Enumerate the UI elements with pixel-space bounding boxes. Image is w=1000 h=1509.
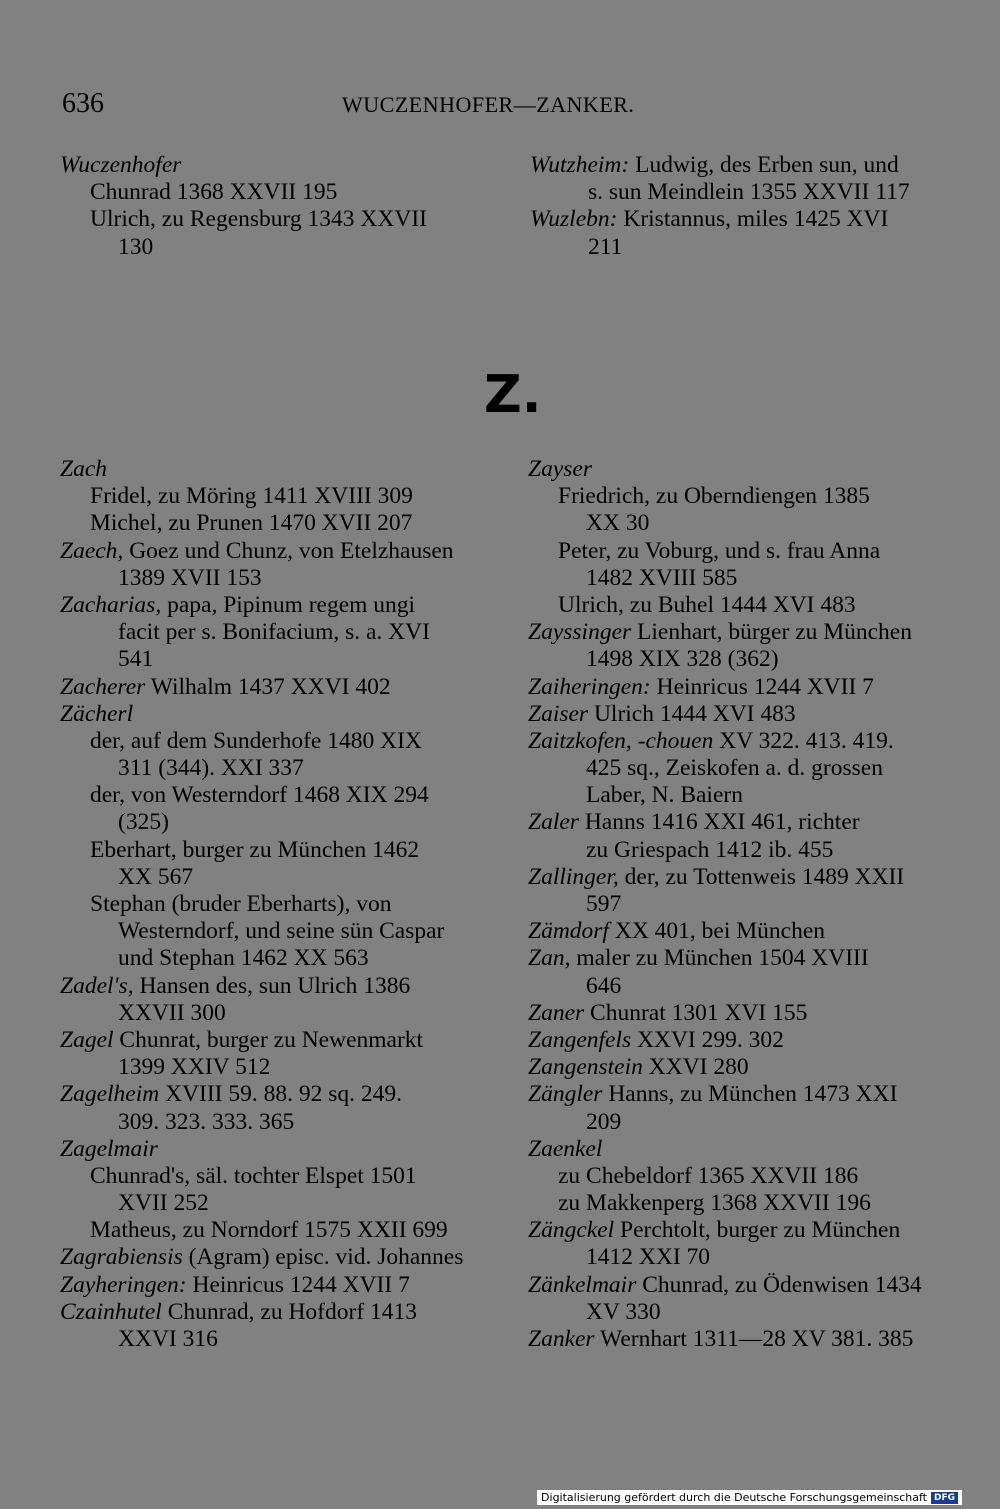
entry-headword: Wuzlebn: — [530, 206, 618, 233]
index-entry-line — [528, 701, 952, 728]
index-entry-line — [60, 1299, 490, 1326]
index-entry-line — [528, 456, 952, 483]
entry-text: Eberhart, burger zu München 1462 — [90, 836, 420, 863]
entry-headword: Zangenfels — [528, 1026, 632, 1053]
index-entry-line — [60, 918, 490, 945]
entry-text: XV 330 — [586, 1298, 661, 1325]
entry-headword: Zänkelmair — [528, 1271, 637, 1298]
index-entry-line — [60, 206, 490, 233]
entry-text: Ulrich, zu Buhel 1444 XVI 483 — [558, 591, 856, 618]
entry-text: (325) — [118, 809, 169, 836]
entry-text: XXVI 299. 302 — [631, 1026, 784, 1053]
entry-text: s. sun Meindlein 1355 XXVII 117 — [588, 179, 910, 206]
index-entry-line — [528, 918, 952, 945]
entry-headword: Zaner — [528, 999, 585, 1026]
index-entry-line — [60, 1109, 490, 1136]
index-entry-line — [530, 152, 950, 179]
index-entry-line — [528, 1000, 952, 1027]
index-entry-line — [528, 755, 952, 782]
index-entry-line — [60, 1244, 490, 1271]
section-letter: Z. — [484, 365, 542, 425]
entry-text: XXVI 316 — [118, 1326, 218, 1352]
entry-headword: Zacharias, — [60, 591, 162, 618]
dfg-logo: DFG — [931, 1492, 958, 1504]
index-entry-line — [60, 510, 490, 537]
footer-text: Digitalisierung gefördert durch die Deutsche Forschungsgemeinschaft — [541, 1491, 927, 1504]
index-entry-line — [60, 483, 490, 510]
entry-text: 1482 XVIII 585 — [586, 564, 738, 591]
entry-text: Stephan (bruder Eberharts), von — [90, 891, 392, 917]
entry-text: 130 — [118, 233, 154, 260]
entry-text: 646 — [586, 972, 622, 999]
entry-headword: Zagel — [60, 1026, 114, 1053]
entry-text: Chunrat 1301 XVI 155 — [584, 999, 808, 1026]
index-entry-line — [60, 782, 490, 809]
entry-text: Ulrich 1444 XVI 483 — [588, 700, 796, 727]
index-entry-line — [528, 1217, 952, 1244]
entry-text: (Agram) episc. vid. Johannes — [182, 1244, 464, 1271]
index-entry-line — [528, 973, 952, 1000]
entry-text: Perchtolt, burger zu München — [614, 1217, 901, 1244]
entry-text: 1412 XXI 70 — [586, 1244, 711, 1271]
index-entry-line — [60, 1081, 490, 1108]
entry-text: Ludwig, des Erben sun, und — [629, 152, 899, 178]
entry-text: Hanns, zu München 1473 XXI — [602, 1081, 898, 1108]
index-entry-line — [528, 782, 952, 809]
index-entry-line — [528, 674, 952, 701]
entry-text: XX 30 — [586, 510, 650, 537]
entry-text: der, auf dem Sunderhofe 1480 XIX — [90, 727, 422, 754]
entry-text: Westerndorf, und seine sün Caspar — [118, 918, 445, 945]
index-entry-line — [528, 592, 952, 619]
index-entry-line — [528, 1136, 952, 1163]
entry-text: XX 401, bei München — [608, 918, 826, 945]
entry-text: 311 (344). XXI 337 — [118, 755, 304, 782]
entry-text: Laber, N. Baiern — [586, 782, 743, 809]
index-entry-line — [60, 891, 490, 918]
entry-text: Chunrad's, säl. tochter Elspet 1501 — [90, 1162, 417, 1189]
entry-text: Hansen des, sun Ulrich 1386 — [133, 972, 411, 999]
index-entry-line — [60, 592, 490, 619]
index-entry-line — [60, 1000, 490, 1027]
entry-text: Heinricus 1244 XVII 7 — [186, 1271, 410, 1298]
index-entry-line — [528, 1272, 952, 1299]
entry-headword: Zayser — [528, 456, 592, 482]
index-entry-line — [60, 1054, 490, 1081]
entry-text: und Stephan 1462 XX 563 — [118, 945, 369, 972]
entry-headword: Czainhutel — [60, 1298, 162, 1325]
entry-headword: Zagrabiensis — [60, 1244, 183, 1271]
index-entry-line — [530, 179, 950, 206]
entry-text: XVII 252 — [118, 1190, 209, 1217]
entry-headword: Zagelmair — [60, 1135, 158, 1162]
index-entry-line — [528, 1054, 952, 1081]
index-entry-line — [528, 809, 952, 836]
entry-text: 211 — [588, 233, 623, 260]
entry-text: Michel, zu Prunen 1470 XVII 207 — [90, 510, 413, 537]
entry-text: zu Griespach 1412 ib. 455 — [586, 836, 834, 863]
entry-text: Chunrat, burger zu Newenmarkt — [113, 1026, 424, 1053]
entry-text: 597 — [586, 891, 622, 917]
entry-headword: Zämdorf — [528, 918, 609, 945]
entry-text: Chunrad, zu Hofdorf 1413 — [161, 1298, 418, 1325]
entry-text: 541 — [118, 646, 154, 673]
index-entry-line — [528, 1081, 952, 1108]
entry-text: Lienhart, bürger zu München — [631, 619, 912, 646]
index-entry-line — [528, 538, 952, 565]
entry-headword: Wuczenhofer — [60, 152, 182, 178]
index-entry-line — [60, 1326, 490, 1353]
top-left-column — [60, 152, 490, 261]
index-entry-line — [528, 837, 952, 864]
entry-text: papa, Pipinum regem ungi — [161, 591, 416, 618]
entry-text: Chunrad 1368 XXVII 195 — [90, 179, 338, 206]
entry-text: Heinricus 1244 XVII 7 — [650, 673, 874, 700]
index-entry-line — [60, 179, 490, 206]
index-entry-line — [60, 456, 490, 483]
entry-headword: Zächerl — [60, 700, 134, 727]
entry-headword: Zängler — [528, 1081, 603, 1108]
entry-text: Peter, zu Voburg, und s. frau Anna — [558, 537, 881, 564]
index-entry-line — [60, 755, 490, 782]
index-entry-line — [60, 1190, 490, 1217]
index-entry-line — [528, 646, 952, 673]
entry-headword: Zaenkel — [528, 1135, 603, 1162]
left-column — [60, 456, 490, 1353]
index-entry-line — [530, 234, 950, 261]
index-entry-line — [528, 1163, 952, 1190]
entry-headword: Zayheringen: — [60, 1271, 187, 1298]
entry-headword: Zaech, — [60, 537, 124, 564]
entry-headword: Zacherer — [60, 673, 146, 700]
entry-text: XV 322. 413. 419. — [713, 727, 894, 754]
entry-text: Fridel, zu Möring 1411 XVIII 309 — [90, 483, 413, 510]
entry-text: XX 567 — [118, 863, 194, 890]
top-right-column — [530, 152, 950, 261]
index-entry-line — [60, 728, 490, 755]
index-entry-line — [60, 1272, 490, 1299]
entry-headword: Zängckel — [528, 1217, 615, 1244]
entry-text: der, zu Tottenweis 1489 XXII — [618, 863, 905, 890]
entry-text: Friedrich, zu Oberndiengen 1385 — [558, 483, 870, 510]
index-entry-line — [528, 1109, 952, 1136]
entry-text: 209 — [586, 1108, 622, 1135]
entry-headword: Zallinger, — [528, 863, 619, 890]
entry-text: zu Makkenperg 1368 XXVII 196 — [558, 1190, 871, 1217]
entry-text: 1399 XXIV 512 — [118, 1054, 271, 1081]
entry-headword: Zayssinger — [528, 619, 632, 646]
entry-text: 309. 323. 333. 365 — [118, 1108, 295, 1135]
index-entry-line — [60, 565, 490, 592]
index-entry-line — [528, 565, 952, 592]
entry-headword: Zach — [60, 456, 107, 482]
entry-text: XXVII 300 — [118, 999, 226, 1026]
entry-headword: Zagelheim — [60, 1081, 160, 1108]
entry-headword: Zanker — [528, 1326, 595, 1352]
index-entry-line — [60, 973, 490, 1000]
index-entry-line — [60, 809, 490, 836]
entry-text: Matheus, zu Norndorf 1575 XXII 699 — [90, 1217, 448, 1244]
index-entry-line — [60, 945, 490, 972]
entry-text: Wernhart 1311—28 XV 381. 385 — [594, 1326, 914, 1352]
index-entry-line — [528, 864, 952, 891]
index-entry-line — [528, 510, 952, 537]
entry-headword: Zaiheringen: — [528, 673, 651, 700]
entry-text: 1389 XVII 153 — [118, 564, 262, 591]
entry-headword: Zangenstein — [528, 1054, 643, 1081]
index-entry-line — [528, 891, 952, 918]
index-entry-line — [60, 674, 490, 701]
entry-text: facit per s. Bonifacium, s. a. XVI — [118, 619, 430, 646]
index-entry-line — [528, 1244, 952, 1271]
entry-text: 425 sq., Zeiskofen a. d. grossen — [586, 755, 883, 782]
index-entry-line — [60, 864, 490, 891]
index-entry-line — [528, 728, 952, 755]
entry-text: Hanns 1416 XXI 461, richter — [578, 809, 860, 836]
index-entry-line — [60, 1136, 490, 1163]
running-head: WUCZENHOFER—ZANKER. — [342, 92, 635, 117]
index-entry-line — [60, 152, 490, 179]
index-entry-line — [528, 619, 952, 646]
entry-headword: Zaiser — [528, 700, 589, 727]
index-entry-line — [528, 1190, 952, 1217]
page-number: 636 — [62, 88, 104, 119]
entry-headword: Zaler — [528, 809, 579, 836]
index-entry-line — [60, 538, 490, 565]
index-entry-line — [60, 619, 490, 646]
entry-text: Wilhalm 1437 XXVI 402 — [145, 673, 391, 700]
right-column — [528, 456, 952, 1353]
entry-text: Kristannus, miles 1425 XVI — [617, 206, 889, 233]
entry-text: XVIII 59. 88. 92 sq. 249. — [159, 1081, 403, 1108]
entry-text: maler zu München 1504 XVIII — [570, 945, 869, 972]
index-entry-line — [60, 837, 490, 864]
footer — [537, 1490, 962, 1505]
entry-headword: Zan, — [528, 945, 571, 972]
index-entry-line — [60, 646, 490, 673]
entry-text: Goez und Chunz, von Etelzhausen — [123, 537, 454, 564]
index-entry-line — [530, 206, 950, 233]
entry-headword: Wutzheim: — [530, 152, 630, 178]
entry-text: zu Chebeldorf 1365 XXVII 186 — [558, 1162, 859, 1189]
index-entry-line — [60, 1217, 490, 1244]
index-entry-line — [528, 483, 952, 510]
index-entry-line — [60, 234, 490, 261]
index-entry-line — [528, 1326, 952, 1353]
entry-text: der, von Westerndorf 1468 XIX 294 — [90, 782, 429, 809]
entry-text: Chunrad, zu Ödenwisen 1434 — [636, 1271, 922, 1298]
index-entry-line — [60, 701, 490, 728]
entry-text: Ulrich, zu Regensburg 1343 XXVII — [90, 206, 427, 233]
entry-headword: Zaitzkofen, -chouen — [528, 727, 714, 754]
index-entry-line — [528, 1027, 952, 1054]
entry-headword: Zadel's, — [60, 972, 134, 999]
index-entry-line — [60, 1027, 490, 1054]
index-entry-line — [528, 945, 952, 972]
index-entry-line — [528, 1299, 952, 1326]
entry-text: 1498 XIX 328 (362) — [586, 646, 779, 673]
entry-text: XXVI 280 — [642, 1054, 749, 1081]
index-entry-line — [60, 1163, 490, 1190]
